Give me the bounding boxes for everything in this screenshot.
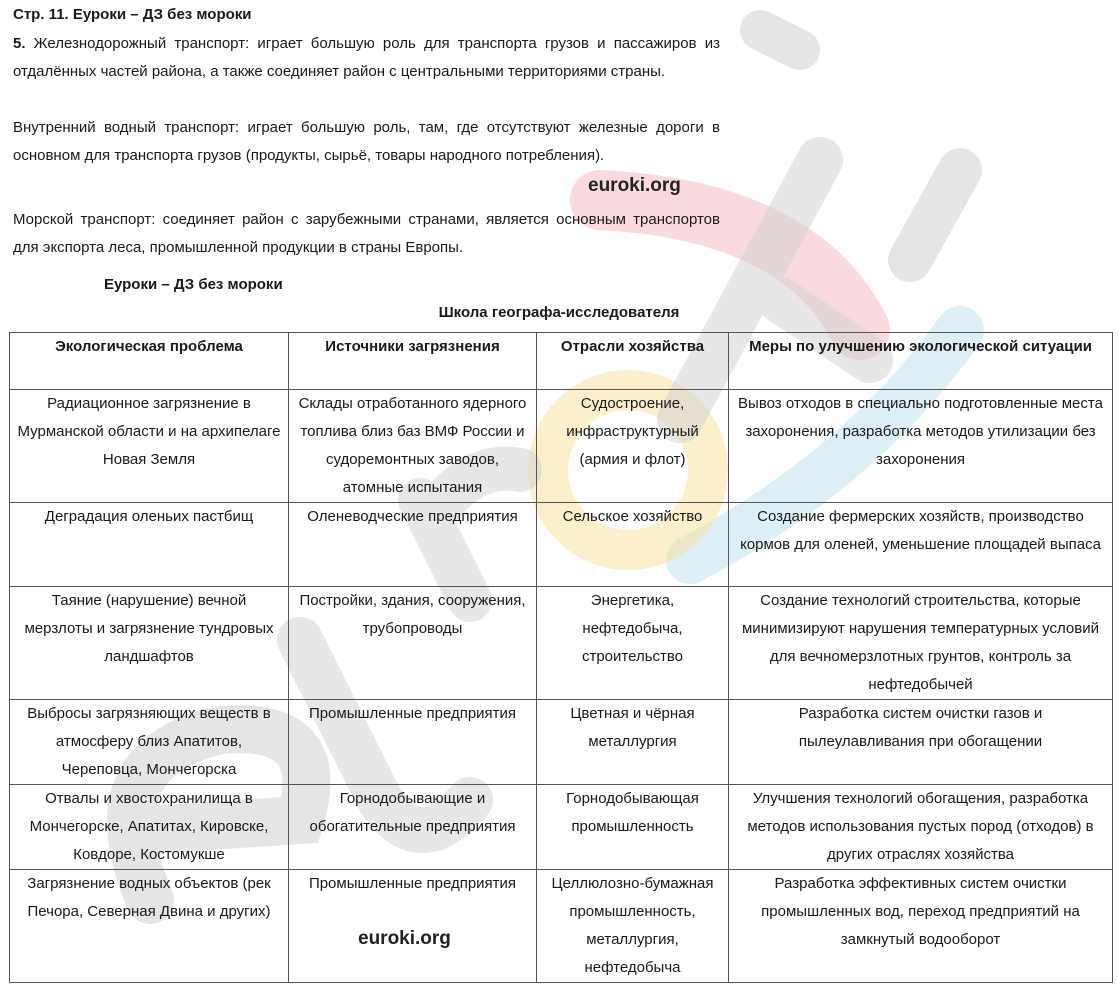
col-header-sources: Источники загрязнения <box>289 333 537 390</box>
table-cell: Улучшения технологий обогащения, разработка методов использования пустых пород (отходов) в других отраслях хозяйства <box>729 785 1113 870</box>
table-cell: Целлюлозно-бумажная промышленность, металлургия, нефтедобыча <box>537 870 729 983</box>
table-cell: Постройки, здания, сооружения, трубопроводы <box>289 587 537 700</box>
paragraph-sea: Морской транспорт: соединяет район с зарубежными странами, является основным транспортов для экспорта леса, промышленной продукции в страны Европы. <box>13 211 720 256</box>
table-cell: Создание технологий строительства, которые минимизируют нарушения температурных условий для вечномерзлотных грунтов, контроль за нефтедобычей <box>729 587 1113 700</box>
ecology-table <box>9 332 1113 983</box>
table-cell: Энергетика, нефтедобыча, строительство <box>537 587 729 700</box>
table-cell: Склады отработанного ядерного топлива близ баз ВМФ России и судоремонтных заводов, атомные испытания <box>289 390 537 503</box>
table-cell: Создание фермерских хозяйств, производство кормов для оленей, уменьшение площадей выпаса <box>729 503 1113 587</box>
table-cell: Разработка систем очистки газов и пылеулавливания при обогащении <box>729 700 1113 785</box>
table-cell: Цветная и чёрная металлургия <box>537 700 729 785</box>
table-cell: Горнодобывающие и обогатительные предприятия <box>289 785 537 870</box>
col-header-industries: Отрасли хозяйства <box>537 333 729 390</box>
table-row <box>10 785 1113 870</box>
table-cell: Оленеводческие предприятия <box>289 503 537 587</box>
table-row <box>10 390 1113 503</box>
table-cell: Разработка эффективных систем очистки промышленных вод, переход предприятий на замкнутый водооборот <box>729 870 1113 983</box>
paragraph-railway <box>13 30 720 86</box>
table-cell: Выбросы загрязняющих веществ в атмосферу близ Апатитов, Череповца, Мончегорска <box>10 700 289 785</box>
table-cell: Вывоз отходов в специально подготовленные места захоронения, разработка методов утилизации без захоронения <box>729 390 1113 503</box>
watermark-site-top: euroki.org <box>588 175 681 196</box>
table-cell: Деградация оленьих пастбищ <box>10 503 289 587</box>
table-row <box>10 587 1113 700</box>
table-cell: Радиационное загрязнение в Мурманской области и на архипелаге Новая Земля <box>10 390 289 503</box>
table-cell: Таяние (нарушение) вечной мерзлоты и загрязнение тундровых ландшафтов <box>10 587 289 700</box>
table-cell: Промышленные предприятия <box>289 700 537 785</box>
table-cell: Загрязнение водных объектов (рек Печора, Северная Двина и других) <box>10 870 289 983</box>
table-row <box>10 700 1113 785</box>
paragraph-inland-water: Внутренний водный транспорт: играет большую роль, там, где отсутствуют железные дороги в основном для транспорта грузов (продукты, сырьё, товары народного потребления). <box>13 119 720 164</box>
watermark-site-bottom: euroki.org <box>358 928 451 949</box>
table-cell: Горнодобывающая промышленность <box>537 785 729 870</box>
paragraph-railway-text: Железнодорожный транспорт: играет большую роль для транспорта грузов и пассажиров из отдалённых частей района, а также соединяет район с центральными территориями страны. <box>13 35 720 80</box>
table-header-row <box>10 333 1113 390</box>
task-number: 5. <box>13 35 26 52</box>
page-header: Стр. 11. Еуроки – ДЗ без мороки <box>13 6 252 23</box>
table-row <box>10 503 1113 587</box>
table-cell: Промышленные предприятия <box>289 870 537 983</box>
school-title: Школа географа-исследователя <box>438 304 680 321</box>
table-cell: Сельское хозяйство <box>537 503 729 587</box>
table-cell: Отвалы и хвостохранилища в Мончегорске, Апатитах, Кировске, Ковдоре, Костомукше <box>10 785 289 870</box>
sub-header: Еуроки – ДЗ без мороки <box>104 276 283 293</box>
col-header-problem: Экологическая проблема <box>10 333 289 390</box>
col-header-measures: Меры по улучшению экологической ситуации <box>729 333 1113 390</box>
table-cell: Судостроение, инфраструктурный (армия и флот) <box>537 390 729 503</box>
table-row <box>10 870 1113 983</box>
